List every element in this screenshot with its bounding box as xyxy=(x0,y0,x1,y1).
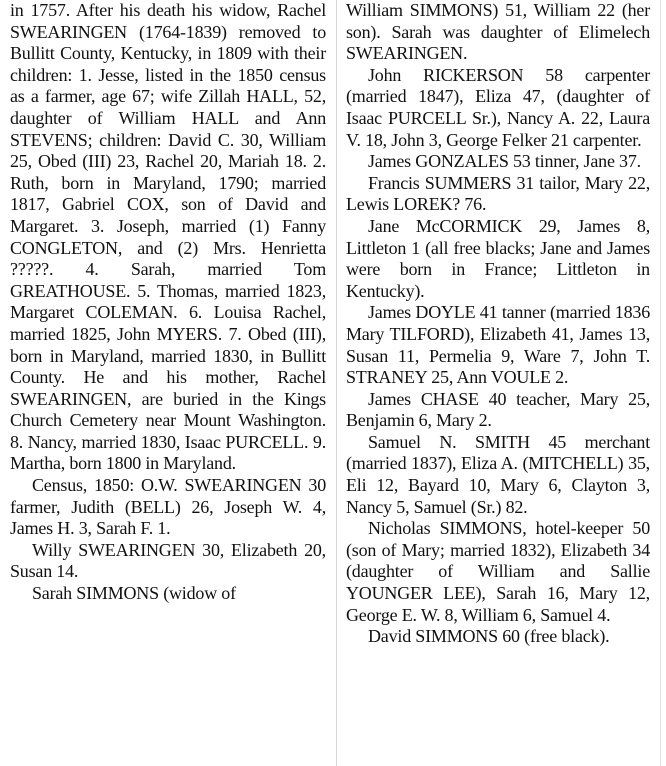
left-column xyxy=(10,0,326,605)
paragraph: David SIMMONS 60 (free black). xyxy=(368,626,610,647)
paragraph: Francis SUMMERS 31 tailor, Mary 22, Lewis LOREK? 76. xyxy=(346,172,650,215)
paragraph: Sarah SIMMONS (widow of xyxy=(32,583,236,604)
right-column xyxy=(346,0,650,648)
right-edge-rule xyxy=(660,0,661,766)
paragraph: Samuel N. SMITH 45 merchant (married 1837), Eliza A. (MITCHELL) 35, Eli 12, Bayard 10, Mary 6, Clayton 3, Nancy 5, Samuel (Sr.) 82. xyxy=(346,431,650,517)
paragraph: James CHASE 40 teacher, Mary 25, Benjamin 6, Mary 2. xyxy=(346,388,650,431)
paragraph: Jane McCORMICK 29, James 8, Littleton 1 (all free blacks; Jane and James were born in France; Littleton in Kentucky). xyxy=(346,215,650,301)
paragraph: Willy SWEARINGEN 30, Elizabeth 20, Susan 14. xyxy=(10,539,326,582)
paragraph: James DOYLE 41 tanner (married 1836 Mary TILFORD), Elizabeth 41, James 13, Susan 11, Permelia 9, Ware 7, John T. STRANEY 25, Ann VOULE 2. xyxy=(346,302,650,388)
column-divider xyxy=(336,0,337,766)
paragraph: Census, 1850: O.W. SWEARINGEN 30 farmer, Judith (BELL) 26, Joseph W. 4, James H. 3, Sarah F. 1. xyxy=(10,475,326,539)
paragraph: John RICKERSON 58 carpenter (married 1847), Eliza 47, (daughter of Isaac PURCELL Sr.), Nancy A. 22, Laura V. 18, John 3, George Felker 21 carpenter. xyxy=(346,64,650,150)
paragraph: James GONZALES 53 tinner, Jane 37. xyxy=(368,151,641,172)
paragraph: William SIMMONS) 51, William 22 (her son). Sarah was daughter of Elimelech SWEARINGEN. xyxy=(346,0,650,64)
paragraph: Nicholas SIMMONS, hotel-keeper 50 (son of Mary; married 1832), Elizabeth 34 (daughter of William and Sallie YOUNGER LEE), Sarah 16, Mary 12, George E. W. 8, William 6, Samuel 4. xyxy=(346,518,650,625)
paragraph: in 1757. After his death his widow, Rachel SWEARINGEN (1764-1839) removed to Bullitt County, Kentucky, in 1809 with their children: 1. Jesse, listed in the 1850 census as a farmer, age 67; wife Zillah HALL, 52, daughter of William HALL and Ann STEVENS; children: David C. 30, William 25, Obed (III) 23, Rachel 20, Mariah 18. 2. Ruth, born in Maryland, 1790; married 1817, Gabriel COX, son of David and Margaret. 3. Joseph, married (1) Fanny CONGLETON, and (2) Mrs. Henrietta ?????. 4. Sarah, married Tom GREATHOUSE. 5. Thomas, married 1823, Margaret COLEMAN. 6. Louisa Rachel, married 1825, John MYERS. 7. Obed (III), born in Maryland, married 1830, in Bullitt County. He and his mother, Rachel SWEARINGEN, are buried in the Kings Church Cemetery near Mount Washington. 8. Nancy, married 1830, Isaac PURCELL. 9. Martha, born 1800 in Maryland. xyxy=(10,0,326,474)
